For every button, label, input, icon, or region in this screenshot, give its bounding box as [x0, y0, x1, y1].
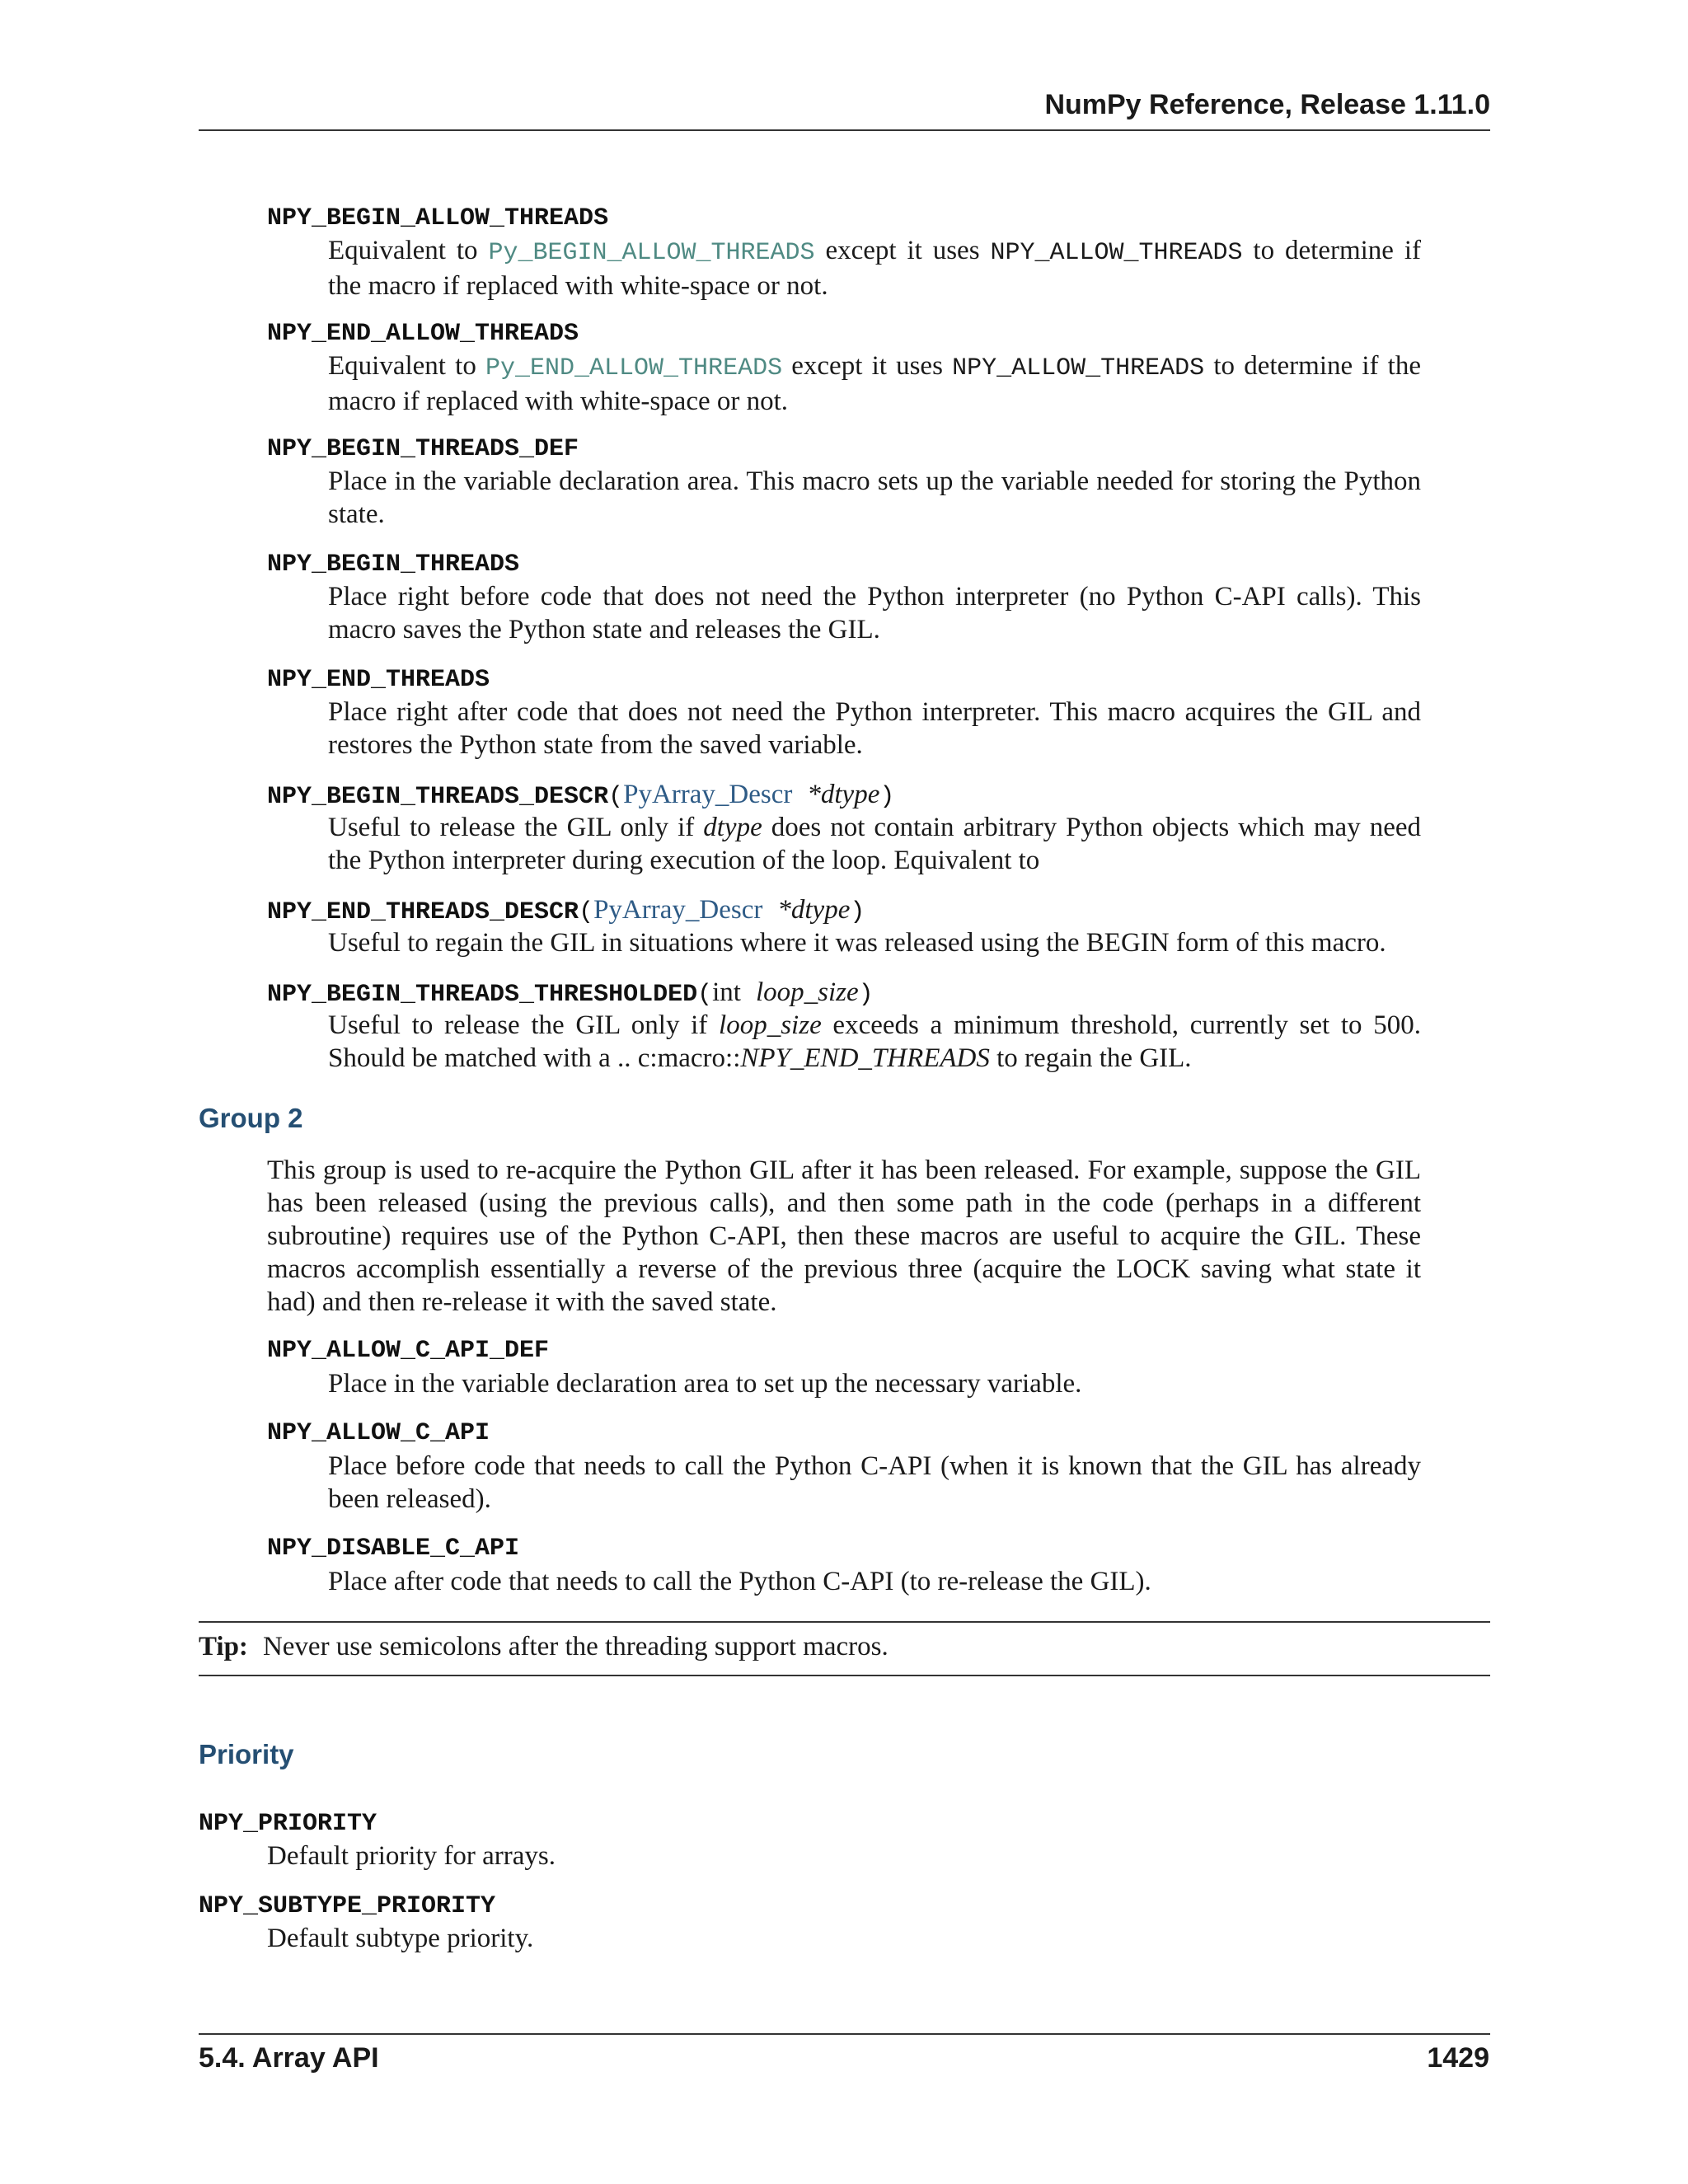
header-rule: [199, 129, 1490, 131]
py-end-allow-threads-link[interactable]: Py_END_ALLOW_THREADS: [485, 354, 783, 382]
tip-box: [199, 1632, 889, 1662]
text: Equivalent to: [328, 236, 489, 265]
text: does not contain arbitrary Python objects which may need the Python interpreter during execution of the loop. Equivalent to: [328, 813, 1421, 875]
macro-description: Useful to regain the GIL in situations where it was released using the BEGIN form of this macro.: [328, 928, 1386, 958]
param-ref: loop_size: [719, 1010, 822, 1040]
text: to regain the GIL.: [989, 1043, 1192, 1073]
macro-signature: NPY_BEGIN_THREADS_THRESHOLDED(int loop_size): [267, 977, 874, 1009]
group2-intro: This group is used to re-acquire the Python GIL after it has been released. For example, suppose the GIL has been released (using the previous calls), and then some path in the code (perhaps in a different subroutine) requires use of the Python C-API, then these macros are useful to acquire the GIL. These macros accomplish essentially a reverse of the previous three (acquire the LOCK saving what state it had) and then re-release it with the saved state.: [267, 1155, 1421, 1317]
macro-name: NPY_BEGIN_ALLOW_THREADS: [267, 204, 609, 232]
macro-name: NPY_PRIORITY: [199, 1810, 377, 1838]
text: except it uses: [814, 236, 991, 265]
text: Useful to release the GIL only if: [328, 813, 704, 842]
py-begin-allow-threads-link[interactable]: Py_BEGIN_ALLOW_THREADS: [488, 239, 815, 267]
group2-heading: Group 2: [199, 1103, 303, 1133]
macro-name: NPY_ALLOW_C_API_DEF: [267, 1337, 550, 1365]
param-ref: dtype: [703, 813, 762, 842]
macro-name: NPY_END_THREADS: [267, 666, 490, 694]
tip-label: Tip:: [199, 1632, 248, 1661]
param-name: *dtype: [777, 895, 851, 925]
macro-name: NPY_END_THREADS_DESCR: [267, 898, 579, 926]
macro-ref: NPY_END_THREADS: [740, 1043, 990, 1073]
tip-top-rule: [199, 1621, 1490, 1623]
inline-code: NPY_ALLOW_THREADS: [990, 239, 1243, 267]
macro-description: Place after code that needs to call the Python C-API (to re-release the GIL).: [328, 1567, 1151, 1596]
macro-name: NPY_BEGIN_THREADS_DESCR: [267, 783, 609, 811]
macro-description: [328, 349, 1421, 418]
text: Equivalent to: [328, 351, 486, 381]
tip-text: Never use semicolons after the threading support macros.: [262, 1632, 889, 1661]
text: to determine if the macro if replaced with white-space or not.: [328, 236, 1422, 301]
macro-signature: NPY_END_THREADS_DESCR(PyArray_Descr *dtype): [267, 895, 865, 926]
macro-name: NPY_BEGIN_THREADS_THRESHOLDED: [267, 981, 698, 1009]
macro-signature: NPY_BEGIN_THREADS_DESCR(PyArray_Descr *dtype): [267, 780, 895, 811]
macro-name: NPY_SUBTYPE_PRIORITY: [199, 1892, 496, 1920]
page-number: 1429: [1427, 2042, 1489, 2074]
param-name: loop_size: [755, 977, 859, 1007]
text: exceeds a minimum threshold, currently set to 500. Should be matched with a .. c:macro::: [328, 1010, 1421, 1073]
macro-description: Place right before code that does not need the Python interpreter (no Python C-API calls). This macro saves the Python state and releases the GIL.: [328, 582, 1421, 644]
tip-bottom-rule: [199, 1675, 1490, 1676]
macro-description: Default priority for arrays.: [267, 1841, 556, 1871]
footer-section: 5.4. Array API: [199, 2042, 379, 2074]
macro-description: [328, 1009, 1421, 1075]
macro-name: NPY_ALLOW_C_API: [267, 1419, 490, 1447]
macro-name: NPY_DISABLE_C_API: [267, 1535, 520, 1563]
text: to determine if the macro if replaced with white-space or not.: [328, 351, 1421, 416]
macro-description: Place in the variable declaration area to set up the necessary variable.: [328, 1369, 1082, 1399]
inline-code: NPY_ALLOW_THREADS: [952, 354, 1205, 382]
footer-rule: [199, 2033, 1490, 2035]
macro-name: NPY_BEGIN_THREADS: [267, 551, 520, 579]
priority-heading: Priority: [199, 1739, 294, 1769]
macro-description: Place before code that needs to call the Python C-API (when it is known that the GIL has already been released).: [328, 1451, 1421, 1514]
macro-description: [328, 234, 1421, 302]
pyarray-descr-link[interactable]: PyArray_Descr: [623, 780, 793, 809]
pyarray-descr-link[interactable]: PyArray_Descr: [593, 895, 763, 925]
text: except it uses: [782, 351, 953, 381]
running-title: NumPy Reference, Release 1.11.0: [1044, 89, 1490, 120]
macro-description: Place in the variable declaration area. This macro sets up the variable needed for storing the Python state.: [328, 466, 1421, 529]
macro-description: Default subtype priority.: [267, 1924, 534, 1953]
macro-description: [328, 811, 1421, 877]
text: Useful to release the GIL only if: [328, 1010, 720, 1040]
param-type: int: [712, 977, 741, 1007]
macro-name: NPY_BEGIN_THREADS_DEF: [267, 435, 579, 463]
param-name: *dtype: [807, 780, 880, 809]
macro-description: Place right after code that does not need the Python interpreter. This macro acquires the GIL and restores the Python state from the saved variable.: [328, 697, 1421, 760]
macro-name: NPY_END_ALLOW_THREADS: [267, 320, 579, 348]
